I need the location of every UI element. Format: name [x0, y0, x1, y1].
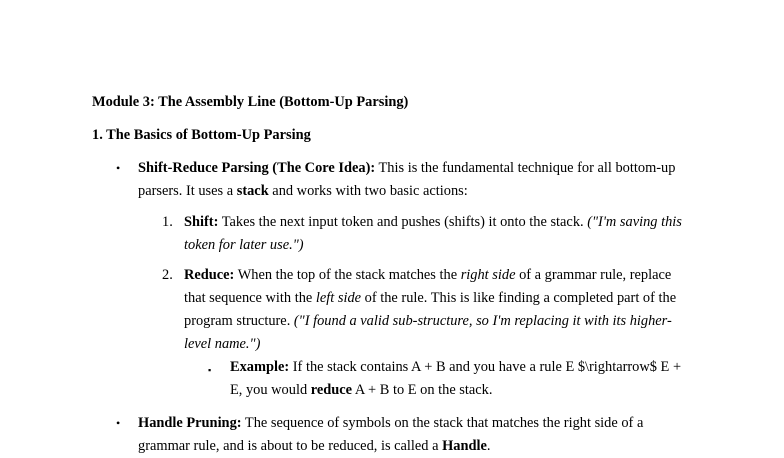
example-text: If the stack contains A + B and you have a rule E $\rightarrow$ E + E, you would	[230, 359, 682, 398]
item-text: of the rule. This is like finding a completed part of the program structure.	[184, 290, 677, 329]
bullet-term: Handle Pruning:	[138, 415, 242, 431]
emphasis-handle: Handle	[442, 438, 487, 454]
module-title: Module 3: The Assembly Line (Bottom-Up Parsing)	[92, 94, 409, 110]
example-term: Example:	[230, 359, 290, 375]
bullet-marker: •	[116, 161, 121, 175]
item-text: of a grammar rule, replace that sequence with the	[184, 267, 672, 306]
list-number: 1.	[162, 214, 173, 230]
bullet-term: Shift-Reduce Parsing (The Core Idea):	[138, 160, 376, 176]
bullet-text: .	[486, 438, 491, 454]
bullet-text: and works with two basic actions:	[268, 183, 468, 199]
item-text: Takes the next input token and pushes (shifts) it onto the stack.	[218, 214, 588, 230]
section-title: 1. The Basics of Bottom-Up Parsing	[92, 127, 311, 143]
bullet-shift-reduce	[138, 157, 693, 203]
item-quote: ("I found a valid sub-structure, so I'm replacing it with its higher-level name.")	[184, 313, 672, 352]
emphasis-stack: stack	[236, 183, 269, 199]
emphasis-left-side: left side	[315, 290, 362, 306]
emphasis-reduce: reduce	[310, 382, 353, 398]
bullet-marker: •	[116, 416, 121, 430]
bullet-handle-pruning	[138, 412, 693, 458]
item-text: When the top of the stack matches the	[234, 267, 461, 283]
list-item-example	[230, 356, 690, 402]
item-term: Reduce:	[184, 267, 235, 283]
list-number: 2.	[162, 267, 173, 283]
square-bullet-marker: ▪	[208, 365, 212, 375]
item-term: Shift:	[184, 214, 219, 230]
example-text: A + B to E on the stack.	[352, 382, 493, 398]
list-item-reduce	[184, 264, 684, 356]
bullet-text: This is the fundamental technique for all bottom-up parsers. It uses a	[138, 160, 676, 199]
bullet-text: The sequence of symbols on the stack that matches the right side of a grammar rule, and is about to be reduced, is called a	[138, 415, 644, 454]
item-quote: ("I'm saving this token for later use.")	[184, 214, 682, 253]
list-item-shift	[184, 211, 694, 257]
emphasis-right-side: right side	[460, 267, 516, 283]
